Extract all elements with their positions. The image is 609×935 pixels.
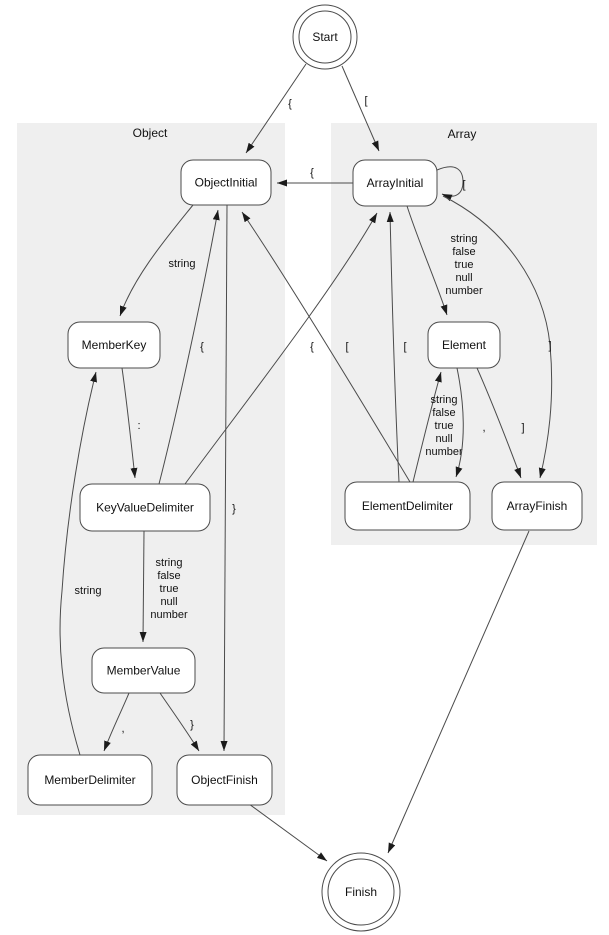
edge-keyvaluedelimiter-membervalue-label: string: [155, 557, 183, 569]
edge-keyvaluedelimiter-membervalue-label: false: [157, 570, 181, 582]
edge-objectinitial-memberkey-label: string: [168, 258, 196, 270]
edge-elementdelimiter-element-label: number: [425, 446, 463, 458]
edge-elementdelimiter-element-label: true: [434, 420, 454, 432]
node-finish: [322, 853, 400, 931]
edge-objectfinish-finish: [249, 804, 327, 861]
cluster-object-label: Object: [132, 126, 168, 140]
edge-arrayinitial-element-label: true: [454, 259, 474, 271]
edge-arrayinitial-objectinitial-label: {: [310, 167, 314, 179]
node-objectinitial: [181, 160, 271, 205]
node-arrayfinish: [492, 482, 582, 530]
edge-membervalue-objectfinish-label: }: [190, 719, 194, 731]
node-element-label: Element: [441, 338, 487, 352]
edge-arrayinitial-self-label: [: [462, 179, 466, 191]
edge-keyvaluedelimiter-objectinitial-label: {: [200, 341, 204, 353]
edge-elementdelimiter-element-label: string: [430, 394, 458, 406]
node-start-label: Start: [312, 30, 338, 44]
node-start: [293, 5, 357, 69]
node-element: [428, 322, 500, 368]
cluster-array-label: Array: [447, 127, 477, 141]
edge-arrayinitial-element-label: number: [445, 285, 483, 297]
cluster-object-background: [17, 123, 285, 815]
edge-memberkey-keyvaluedelimiter-label: :: [137, 420, 141, 432]
node-arrayfinish-label: ArrayFinish: [506, 499, 568, 513]
node-elementdelimiter: [345, 482, 470, 530]
edge-start-objectinitial-label: {: [288, 98, 292, 110]
edge-keyvaluedelimiter-membervalue-label: number: [150, 609, 188, 621]
edge-start-arrayinitial-label: [: [364, 95, 368, 107]
node-memberdelimiter: [28, 755, 152, 805]
edge-arrayinitial-element-label: null: [455, 272, 473, 284]
edge-arrayinitial-element-label: string: [450, 233, 478, 245]
node-objectfinish: [177, 755, 272, 805]
node-arrayinitial: [353, 160, 437, 206]
node-objectinitial-label: ObjectInitial: [194, 175, 258, 190]
edge-keyvaluedelimiter-membervalue-label: true: [159, 583, 179, 595]
edge-elementdelimiter-arrayinitial-label: [: [403, 341, 407, 353]
edge-memberdelimiter-memberkey-label: string: [74, 585, 102, 597]
node-memberkey: [68, 322, 160, 368]
node-elementdelimiter-label: ElementDelimiter: [361, 499, 454, 513]
node-membervalue: [92, 648, 195, 693]
edge-element-elementdelimiter-label: ,: [482, 422, 486, 434]
node-memberkey-label: MemberKey: [81, 338, 147, 352]
edge-elementdelimiter-objectinitial-label: {: [310, 341, 314, 353]
edge-elementdelimiter-element-label: null: [435, 433, 453, 445]
edge-element-arrayfinish-label: ]: [521, 422, 525, 434]
node-membervalue-label: MemberValue: [106, 663, 181, 678]
edge-arrayinitial-element-label: false: [452, 246, 476, 258]
edge-objectfinish-finish-path: [249, 804, 327, 861]
node-objectfinish-label: ObjectFinish: [191, 773, 258, 787]
edge-keyvaluedelimiter-membervalue-label: null: [160, 596, 178, 608]
node-finish-label: Finish: [344, 885, 378, 899]
edge-membervalue-memberdelimiter-label: ,: [121, 723, 125, 735]
node-keyvaluedelimiter: [80, 484, 210, 531]
cluster-object: [17, 123, 285, 815]
edge-keyvaluedelimiter-arrayinitial-label: [: [345, 341, 349, 353]
edge-arrayfinish-finish: [388, 531, 529, 853]
node-arrayinitial-label: ArrayInitial: [366, 176, 424, 190]
node-memberdelimiter-label: MemberDelimiter: [44, 773, 136, 787]
edge-arrayfinish-finish-path: [388, 531, 529, 853]
node-keyvaluedelimiter-label: KeyValueDelimiter: [96, 500, 194, 515]
edge-arrayinitial-arrayfinish-label: ]: [548, 340, 552, 352]
edge-objectinitial-objectfinish-label: }: [232, 503, 236, 515]
edge-elementdelimiter-element-label: false: [432, 407, 456, 419]
